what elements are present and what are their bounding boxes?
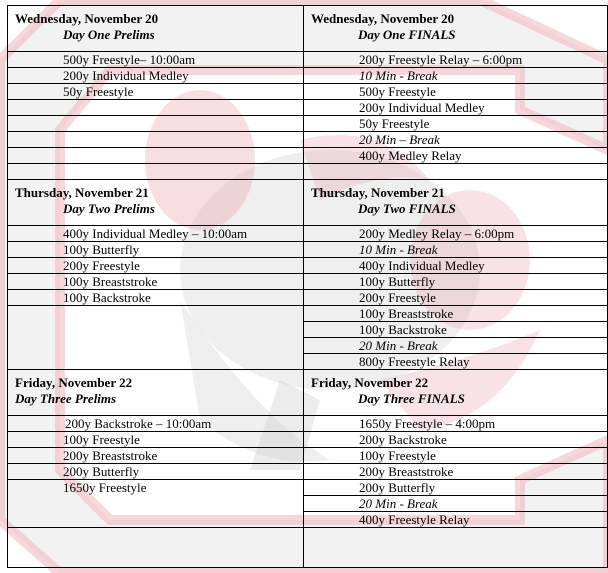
event-row: 400y Individual Medley (304, 258, 608, 274)
event-row: 400y Individual Medley – 10:00am (8, 226, 303, 242)
event-row: 100y Butterfly (8, 242, 303, 258)
event-row (8, 322, 303, 338)
day-header (8, 6, 303, 52)
day-header (304, 370, 608, 416)
event-row (8, 164, 303, 180)
event-row (8, 116, 303, 132)
event-row: 500y Freestyle (304, 84, 608, 100)
schedule-table (7, 5, 608, 568)
session-title: Day Two FINALS (358, 201, 456, 216)
event-row (8, 338, 303, 354)
event-row: 800y Freestyle Relay (304, 354, 608, 370)
event-row: 200y Backstroke (304, 432, 608, 448)
event-row: 50y Freestyle (8, 84, 303, 100)
event-row: 200y Freestyle (8, 258, 303, 274)
event-row: 200y Freestyle (304, 290, 608, 306)
event-row: 200y Breaststroke (8, 448, 303, 464)
day-date: Wednesday, November 20 (311, 11, 455, 26)
event-row: 100y Breaststroke (8, 274, 303, 290)
event-row: 400y Medley Relay (304, 148, 608, 164)
session-title: Day Three Prelims (15, 391, 117, 406)
event-row (8, 132, 303, 148)
day-date: Friday, November 22 (311, 375, 429, 390)
break-row: 10 Min - Break (304, 242, 608, 258)
day-header (304, 180, 608, 226)
event-row: 200y Backstroke – 10:00am (8, 416, 303, 432)
event-row: 100y Backstroke (8, 290, 303, 306)
prelims-column (8, 6, 304, 567)
day-date: Friday, November 22 (15, 375, 133, 390)
break-row: 20 Min - Break (304, 496, 608, 512)
day-header (8, 180, 303, 226)
event-row: 400y Freestyle Relay (304, 512, 608, 528)
break-row: 20 Min - Break (304, 338, 608, 354)
session-title: Day Three FINALS (358, 391, 465, 406)
event-row: 200y Butterfly (8, 464, 303, 480)
break-row: 10 Min - Break (304, 68, 608, 84)
event-row: 50y Freestyle (304, 116, 608, 132)
event-row (304, 164, 608, 180)
event-row (8, 148, 303, 164)
event-row: 200y Individual Medley (304, 100, 608, 116)
event-row (8, 512, 303, 528)
event-row (8, 306, 303, 322)
event-row (8, 354, 303, 370)
session-title: Day Two Prelims (63, 201, 155, 216)
event-row: 200y Freestyle Relay – 6:00pm (304, 52, 608, 68)
event-row: 100y Backstroke (304, 322, 608, 338)
event-row: 200y Breaststroke (304, 464, 608, 480)
event-row (8, 528, 303, 544)
event-row: 100y Butterfly (304, 274, 608, 290)
event-row (8, 100, 303, 116)
day-date: Thursday, November 21 (15, 185, 149, 200)
day-header (304, 6, 608, 52)
event-row: 200y Medley Relay – 6:00pm (304, 226, 608, 242)
event-row: 100y Freestyle (304, 448, 608, 464)
day-date: Wednesday, November 20 (15, 11, 159, 26)
session-title: Day One Prelims (63, 27, 155, 42)
event-row: 1650y Freestyle (63, 480, 147, 495)
event-row: 1650y Freestyle – 4:00pm (304, 416, 608, 432)
break-row: 20 Min – Break (304, 132, 608, 148)
event-row: 100y Freestyle (8, 432, 303, 448)
event-row: 500y Freestyle– 10:00am (8, 52, 303, 68)
day-date: Thursday, November 21 (311, 185, 445, 200)
event-row: 200y Butterfly (304, 480, 608, 496)
event-row (304, 528, 608, 544)
day-header (8, 370, 303, 416)
session-title: Day One FINALS (358, 27, 456, 42)
finals-column (304, 6, 608, 567)
event-row: 100y Breaststroke (304, 306, 608, 322)
event-row: 200y Individual Medley (8, 68, 303, 84)
event-row (8, 496, 303, 512)
